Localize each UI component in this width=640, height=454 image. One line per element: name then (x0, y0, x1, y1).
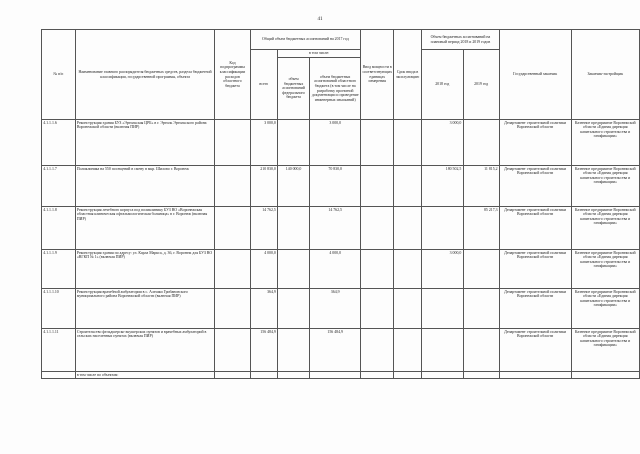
row-name: Строительство фельдшерско-акушерских пунктов и врачебных амбулаторий в сельских населенных пунктах (включая ПИР) (75, 329, 215, 372)
row-total: 4 000,0 (250, 250, 278, 289)
page-number: 41 (317, 17, 323, 22)
row-name: Реконструкция врачебной амбулатории в с. Алешки Грибановского муниципального района Воронежской области (включая ПИР) (75, 289, 215, 329)
row-num: 4.1.1.1.9 (42, 250, 76, 289)
row-2019 (463, 329, 499, 372)
row-2018: 3 000,0 (422, 120, 463, 166)
table-row (42, 207, 640, 250)
row-regional: 3 000,0 (310, 120, 361, 166)
row-2018 (422, 329, 463, 372)
row-developer: Казенное предприятие Воронежской области «Единая дирекция капитального строительства и газификации» (571, 329, 640, 372)
row-code (215, 120, 250, 166)
row-deadline (394, 166, 422, 207)
table-row (42, 289, 640, 329)
row-num: 4.1.1.1.7 (42, 166, 76, 207)
header-planned: Объем бюджетных ассигнований на плановый период 2018 и 2019 годов (422, 30, 500, 50)
row-num: 4.1.1.1.8 (42, 207, 76, 250)
row-recipient: Департамент строительной политики Воронежской области (499, 329, 571, 372)
row-federal (278, 120, 310, 166)
row-federal (278, 250, 310, 289)
row-code (215, 250, 250, 289)
row-total: 156 484,9 (250, 329, 278, 372)
row-recipient: Департамент строительной политики Воронежской области (499, 207, 571, 250)
row-regional: 14 762,5 (310, 207, 361, 250)
header-incl: в том числе: (278, 50, 361, 58)
row-regional: 364,9 (310, 289, 361, 329)
row-developer: Казенное предприятие Воронежской области «Единая дирекция капитального строительства и газификации» (571, 289, 640, 329)
header-all: всего (250, 50, 278, 120)
row-2019 (463, 289, 499, 329)
header-recipient: Государственный заказчик (499, 30, 571, 120)
row-federal: 140 000,0 (278, 166, 310, 207)
header-total-2017: Общий объем бюджетных ассигнований на 2017 год (250, 30, 361, 50)
row-2018: 180 502,5 (422, 166, 463, 207)
row-code (215, 207, 250, 250)
row-2019: 11 815,2 (463, 166, 499, 207)
header-capacity: Ввод мощности в соответствующих единицах измерения (361, 30, 394, 120)
table-row (42, 250, 640, 289)
header-num: № п/п (42, 30, 76, 120)
row-name: Поликлиника на 550 посещений в смену в мкр. Шилово г. Воронеж (75, 166, 215, 207)
header-2019: 2019 год (463, 50, 499, 120)
row-developer: Казенное предприятие Воронежской области «Единая дирекция капитального строительства и газификации» (571, 120, 640, 166)
header-name: Наименование главного распорядителя бюджетных средств, раздела бюджетной классификации, государственной программы, объекта (75, 30, 215, 120)
row-regional: 4 000,0 (310, 250, 361, 289)
header-regional: объем бюджетных ассигнований областного бюджета (в том числе на разработку проектной документации и проведение инженерных изысканий) (310, 58, 361, 120)
row-capacity (361, 250, 394, 289)
row-developer: Казенное предприятие Воронежской области «Единая дирекция капитального строительства и газификации» (571, 250, 640, 289)
row-2019: 85 217,3 (463, 207, 499, 250)
row-num: 4.1.1.1.6 (42, 120, 76, 166)
row-num (42, 372, 76, 379)
table-row (42, 372, 640, 379)
budget-table (41, 29, 640, 379)
row-num: 4.1.1.1.10 (42, 289, 76, 329)
row-deadline (394, 289, 422, 329)
header-deadline: Срок ввода в эксплуатацию (394, 30, 422, 120)
row-recipient: Департамент строительной политики Воронежской области (499, 289, 571, 329)
row-regional: 156 484,9 (310, 329, 361, 372)
row-capacity (361, 289, 394, 329)
row-2018 (422, 207, 463, 250)
row-total: 14 762,5 (250, 207, 278, 250)
row-developer: Казенное предприятие Воронежской области «Единая дирекция капитального строительства и газификации» (571, 166, 640, 207)
row-code (215, 166, 250, 207)
row-capacity (361, 120, 394, 166)
row-capacity (361, 207, 394, 250)
row-federal (278, 289, 310, 329)
row-2018: 3 000,0 (422, 250, 463, 289)
row-2019 (463, 120, 499, 166)
row-name: в том числе по объектам: (75, 372, 215, 379)
table-row (42, 166, 640, 207)
row-total: 364,9 (250, 289, 278, 329)
row-total: 210 830,0 (250, 166, 278, 207)
table-row (42, 329, 640, 372)
row-num: 4.1.1.1.11 (42, 329, 76, 372)
row-deadline (394, 207, 422, 250)
row-2018 (422, 289, 463, 329)
row-recipient: Департамент строительной политики Воронежской области (499, 120, 571, 166)
table-row (42, 120, 640, 166)
row-recipient: Департамент строительной политики Воронежской области (499, 250, 571, 289)
row-code (215, 289, 250, 329)
row-capacity (361, 329, 394, 372)
row-name: Реконструкция здания БУЗ «Эртильская ЦРБ» в г. Эртиль Эртильского района Воронежской области (включая ПИР) (75, 120, 215, 166)
row-total: 3 000,0 (250, 120, 278, 166)
row-deadline (394, 120, 422, 166)
header-federal: объем бюджетных ассигнований федерального бюджета (278, 58, 310, 120)
row-deadline (394, 250, 422, 289)
row-capacity (361, 166, 394, 207)
row-name: Реконструкция лечебного корпуса под поликлинику БУЗ ВО «Воронежская областная клиническая офтальмологическая больница» в г. Воронеж (включая ПИР) (75, 207, 215, 250)
row-2019 (463, 250, 499, 289)
row-federal (278, 207, 310, 250)
header-developer: Заказчик-застройщик (571, 30, 640, 120)
header-code: Код подпрограммы классификации расходов областного бюджета (215, 30, 250, 120)
header-2018: 2018 год (422, 50, 463, 120)
row-name: Реконструкция здания по адресу: ул. Карла Маркса, д. 36, г. Воронеж для БУЗ ВО «ВГКП № 1» (включая ПИР) (75, 250, 215, 289)
row-recipient: Департамент строительной политики Воронежской области (499, 166, 571, 207)
row-developer: Казенное предприятие Воронежской области «Единая дирекция капитального строительства и газификации» (571, 207, 640, 250)
row-regional: 70 830,0 (310, 166, 361, 207)
row-code (215, 329, 250, 372)
row-federal (278, 329, 310, 372)
row-deadline (394, 329, 422, 372)
